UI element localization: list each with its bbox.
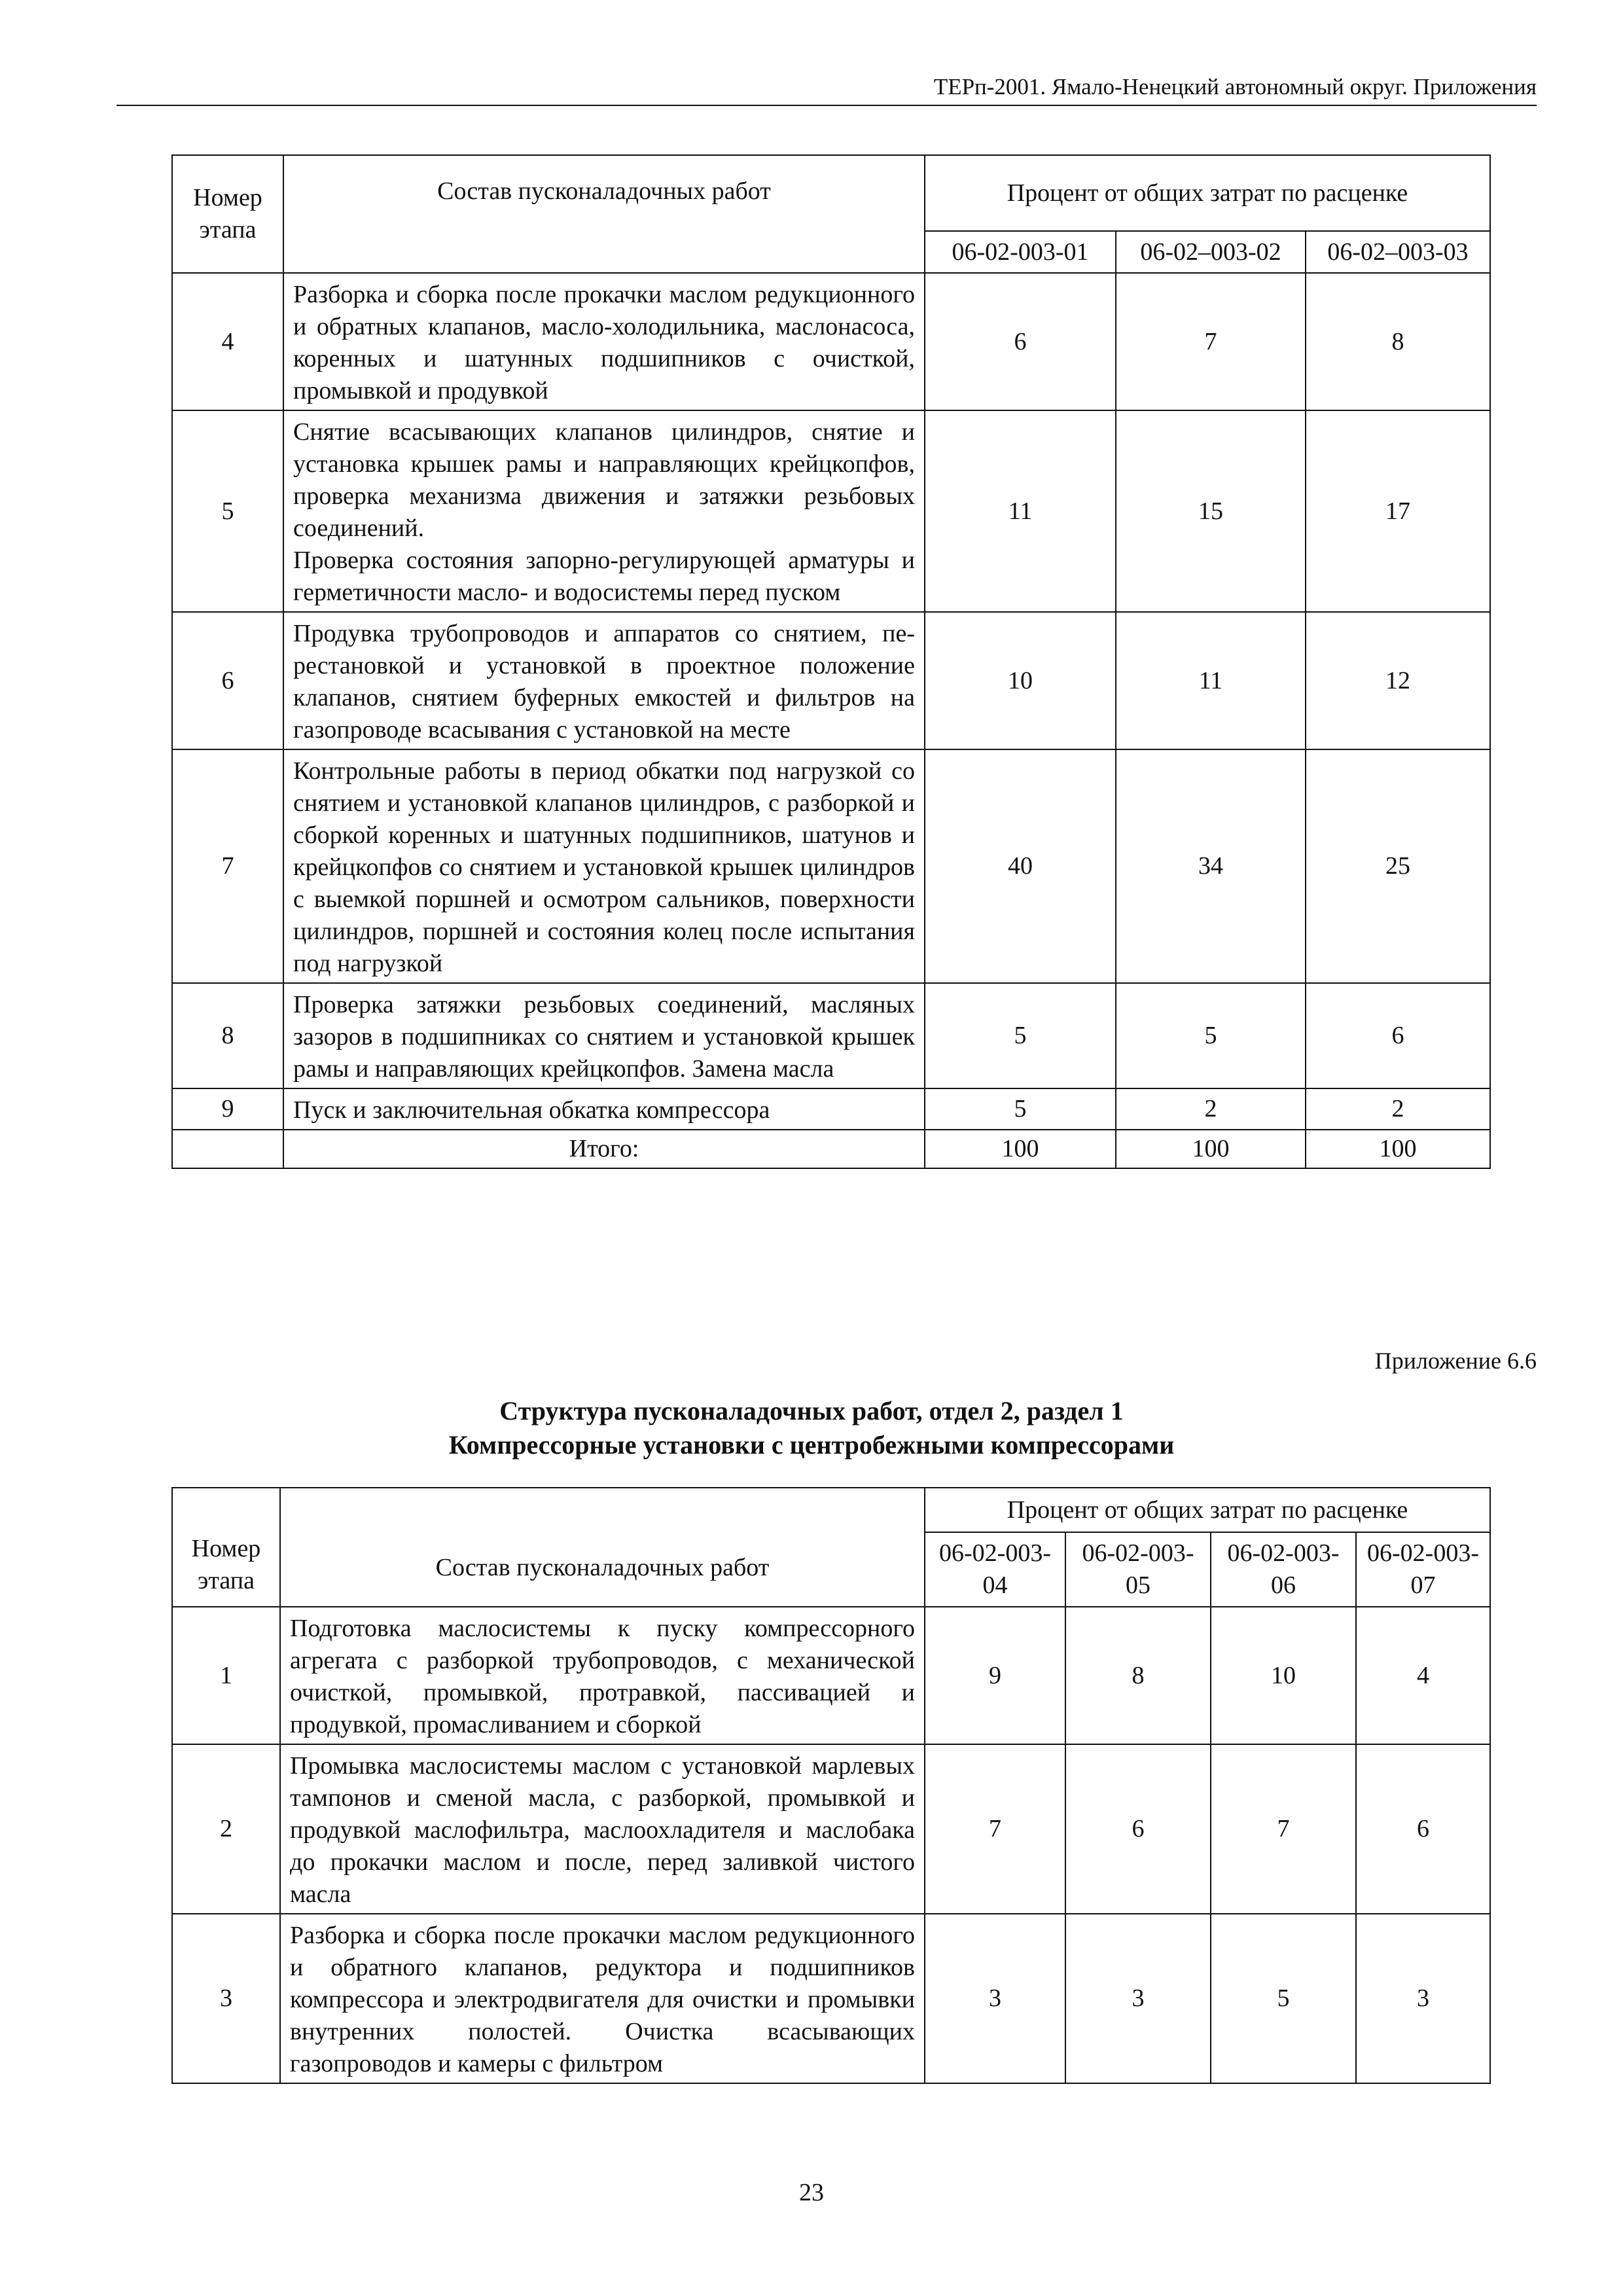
appendix-title bbox=[0, 1394, 1623, 1462]
stage-number: 5 bbox=[172, 410, 283, 612]
percent-value: 5 bbox=[1211, 1914, 1356, 2083]
stage-number: 6 bbox=[172, 612, 283, 749]
code-header: 06-02-003-06 bbox=[1211, 1532, 1356, 1607]
percent-value: 6 bbox=[1306, 983, 1490, 1088]
table-stages-reciprocating bbox=[171, 154, 1491, 1169]
percent-value: 40 bbox=[925, 749, 1116, 983]
work-description: Пуск и заключительная обкатка компрессора bbox=[283, 1088, 925, 1130]
percent-value: 5 bbox=[925, 1088, 1116, 1130]
percent-value: 3 bbox=[1356, 1914, 1490, 2083]
percent-value: 25 bbox=[1306, 749, 1490, 983]
total-value: 100 bbox=[1306, 1130, 1490, 1168]
work-description: Продувка трубопроводов и аппаратов со снятием, перестановкой и установкой в проектное положение клапанов, снятием буферных емкостей и фильтров на газопроводе всасывания с установкой на месте bbox=[283, 612, 925, 749]
stage-number: 1 bbox=[172, 1607, 280, 1744]
percent-value: 3 bbox=[925, 1914, 1065, 2083]
table-row bbox=[172, 273, 1490, 410]
stage-number: 8 bbox=[172, 983, 283, 1088]
work-description-part: Проверка состояния запорно-регулирующей арматуры и герметичности масло- и водосистемы перед пуском bbox=[293, 547, 915, 606]
percent-value: 5 bbox=[925, 983, 1116, 1088]
percent-value: 7 bbox=[1116, 273, 1306, 410]
page-number: 23 bbox=[799, 2179, 824, 2206]
stage-number: 3 bbox=[172, 1914, 280, 2083]
col-percent-header: Процент от общих затрат по расценке bbox=[925, 155, 1490, 231]
col-stage-header: Номер этапа bbox=[172, 1488, 280, 1607]
col-stage-header: Номер этапа bbox=[172, 155, 283, 273]
code-header: 06-02-003-07 bbox=[1356, 1532, 1490, 1607]
table-row bbox=[172, 612, 1490, 749]
col-work-header: Состав пусконаладочных работ bbox=[283, 155, 925, 273]
percent-value: 12 bbox=[1306, 612, 1490, 749]
appendix-label: Приложение 6.6 bbox=[1374, 1348, 1537, 1374]
total-row bbox=[172, 1130, 1490, 1168]
percent-value: 4 bbox=[1356, 1607, 1490, 1744]
total-value: 100 bbox=[925, 1130, 1116, 1168]
table-row bbox=[172, 1914, 1490, 2083]
percent-value: 15 bbox=[1116, 410, 1306, 612]
percent-value: 34 bbox=[1116, 749, 1306, 983]
percent-value: 10 bbox=[1211, 1607, 1356, 1744]
table-row bbox=[172, 749, 1490, 983]
empty-cell bbox=[172, 1130, 283, 1168]
percent-value: 17 bbox=[1306, 410, 1490, 612]
table-stages-centrifugal bbox=[171, 1487, 1491, 2084]
percent-value: 7 bbox=[1211, 1744, 1356, 1914]
total-label: Итого: bbox=[283, 1130, 925, 1168]
percent-value: 11 bbox=[925, 410, 1116, 612]
percent-value: 8 bbox=[1306, 273, 1490, 410]
work-description: Промывка маслосистемы маслом с установкой марлевых тампонов и сменой масла, с разборкой, промывкой и продувкой маслофильтра, маслоохладителя и маслобака до прокачки маслом и после, перед заливкой чистого масла bbox=[280, 1744, 925, 1914]
table-row bbox=[172, 1088, 1490, 1130]
percent-value: 6 bbox=[1065, 1744, 1211, 1914]
col-percent-header: Процент от общих затрат по расценке bbox=[925, 1488, 1490, 1532]
percent-value: 8 bbox=[1065, 1607, 1211, 1744]
work-description: Подготовка маслосистемы к пуску компрессорного агрегата с разборкой трубопроводов, с механической очисткой, промывкой, протравкой, пассивацией и продувкой, промасливанием и сборкой bbox=[280, 1607, 925, 1744]
table-row bbox=[172, 410, 1490, 612]
code-header: 06-02-003-04 bbox=[925, 1532, 1065, 1607]
work-description bbox=[283, 410, 925, 612]
percent-value: 9 bbox=[925, 1607, 1065, 1744]
col-work-header: Состав пусконаладочных работ bbox=[280, 1488, 925, 1607]
code-header: 06-02–003-03 bbox=[1306, 231, 1490, 273]
appendix-title-line: Структура пусконаладочных работ, отдел 2, раздел 1 bbox=[499, 1396, 1124, 1426]
stage-number: 7 bbox=[172, 749, 283, 983]
percent-value: 11 bbox=[1116, 612, 1306, 749]
work-description-part: Снятие всасывающих клапанов цилиндров, снятие и установка крышек рамы и направляющих крейцкопфов, проверка механизма движения и затяжки резьбовых соединений. bbox=[293, 418, 915, 542]
work-description: Контрольные работы в период обкатки под нагрузкой со снятием и установкой клапанов цилиндров, с разборкой и сборкой коренных и шатунных подшипников, шатунов и крейцкопфов со снятием и установкой крышек цилиндров с выемкой поршней и осмотром сальников, поверхности цилиндров, поршней и состояния колец после испытания под нагрузкой bbox=[283, 749, 925, 983]
percent-value: 6 bbox=[925, 273, 1116, 410]
stage-number: 4 bbox=[172, 273, 283, 410]
code-header: 06-02-003-01 bbox=[925, 231, 1116, 273]
table-row bbox=[172, 1607, 1490, 1744]
percent-value: 7 bbox=[925, 1744, 1065, 1914]
work-description: Разборка и сборка после прокачки маслом редукционного и обратного клапанов, редуктора и подшипников компрессора и электродвигателя для очистки и промывки внутренних полостей. Очистка всасывающих газопроводов и камеры с фильтром bbox=[280, 1914, 925, 2083]
percent-value: 3 bbox=[1065, 1914, 1211, 2083]
table-row bbox=[172, 1744, 1490, 1914]
running-header: ТЕРп-2001. Ямало-Ненецкий автономный округ. Приложения bbox=[116, 73, 1537, 106]
total-value: 100 bbox=[1116, 1130, 1306, 1168]
stage-number: 9 bbox=[172, 1088, 283, 1130]
work-description: Проверка затяжки резьбовых соединений, масляных зазоров в подшипниках со снятием и установкой крышек рамы и направляющих крейцкопфов. Замена масла bbox=[283, 983, 925, 1088]
percent-value: 5 bbox=[1116, 983, 1306, 1088]
code-header: 06-02-003-05 bbox=[1065, 1532, 1211, 1607]
table-row bbox=[172, 983, 1490, 1088]
percent-value: 10 bbox=[925, 612, 1116, 749]
percent-value: 6 bbox=[1356, 1744, 1490, 1914]
percent-value: 2 bbox=[1116, 1088, 1306, 1130]
code-header: 06-02–003-02 bbox=[1116, 231, 1306, 273]
stage-number: 2 bbox=[172, 1744, 280, 1914]
percent-value: 2 bbox=[1306, 1088, 1490, 1130]
appendix-title-line: Компрессорные установки с центробежными компрессорами bbox=[448, 1430, 1175, 1460]
work-description: Разборка и сборка после прокачки маслом редукционного и обратных клапанов, масло-холодильника, маслонасоса, коренных и шатунных подшипников с очисткой, промывкой и продувкой bbox=[283, 273, 925, 410]
